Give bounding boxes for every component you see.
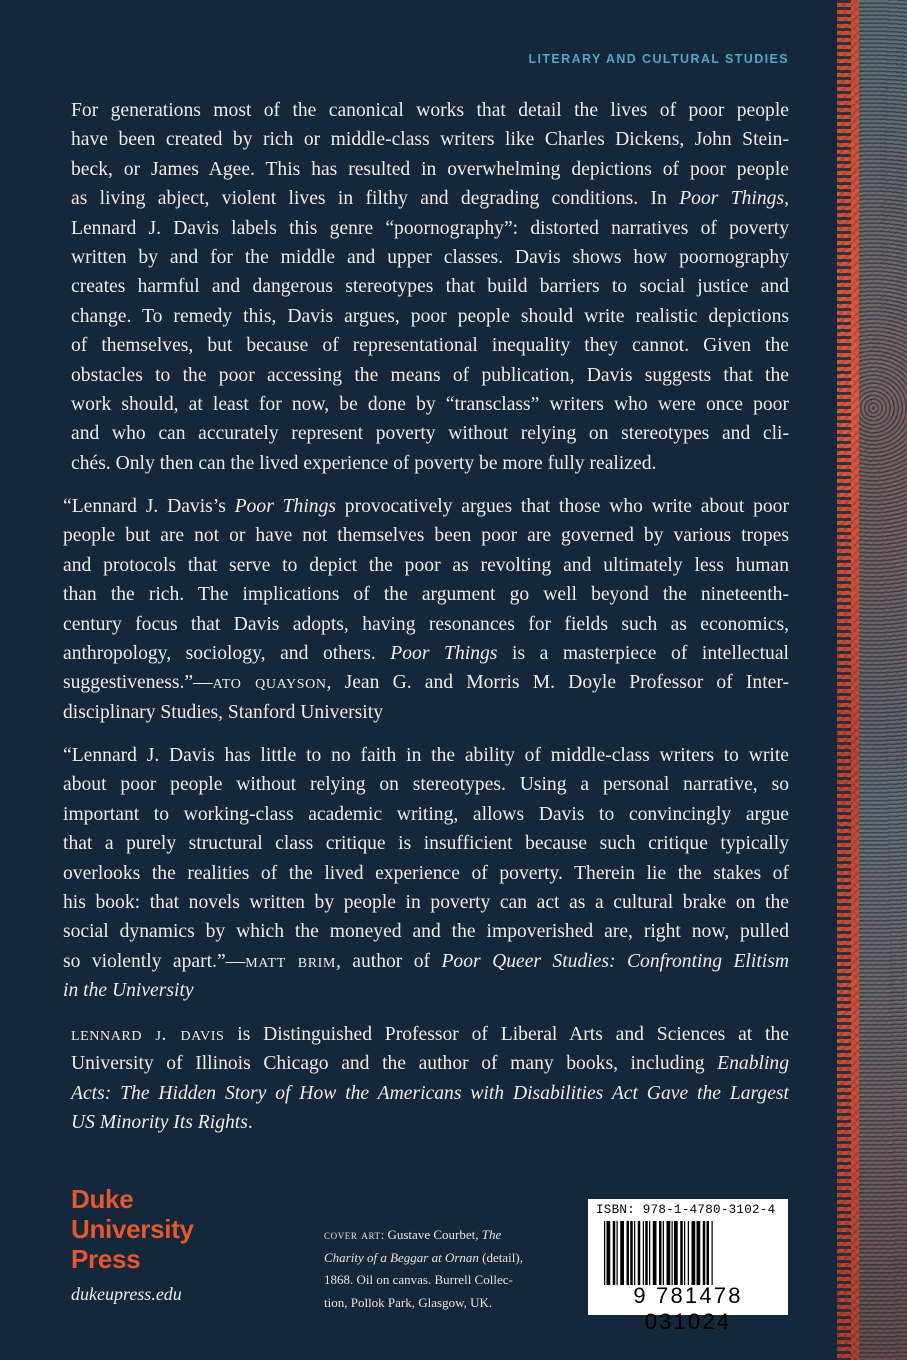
blurb-quayson: “Lennard J. Davis’s Poor Things provocatively argues that those who write about poor people but are not or have not themselves been poor are governed by various tropes and protocols that serve to depict the poor as revolting and ultimately less human than the rich. The implications of the argument go well beyond the nineteenth- century focus that Davis adopts, having resonances for fields such as economics, anthropology, sociology, and others. Poor Things is a masterpiece of intellectual suggestiveness.”—ato quayson, Jean G. and Morris M. Doyle Professor of Inter- disciplinary Studies, Stanford University — [63, 496, 790, 723]
barcode-bar — [707, 1221, 710, 1285]
blurb-brim: “Lennard J. Davis has little to no faith in the ability of middle-class writers to write about poor people without relying on stereotypes. Using a personal narrative, so important to working-class academic writing, allows Davis to convincingly argue that a purely structural class critique is insufficient because such critique typically overlooks the realities of the lived experience of poverty. Therein lie the stakes of his book: that novels written by people in poverty can act as a cultural brake on the social dynamics by which the moneyed and the impoverished are, right now, pulled so violently apart.”—matt brim, author of Poor Queer Studies: Confronting Elitism in the University — [63, 745, 789, 1002]
barcode-bar — [630, 1221, 633, 1285]
book-title: Poor Things — [234, 496, 336, 517]
barcode-bar — [620, 1221, 624, 1285]
barcode-digits: 9 781478 031024 — [633, 1283, 743, 1334]
barcode-bar — [712, 1221, 713, 1285]
barcode-bar — [663, 1221, 664, 1285]
barcode-bar — [674, 1221, 678, 1285]
publisher-logo: Duke University Press — [71, 1184, 194, 1274]
barcode-bar — [643, 1221, 644, 1285]
barcode-bar — [667, 1221, 671, 1285]
barcode-bar — [645, 1221, 648, 1285]
barcode-bar — [627, 1221, 630, 1285]
series-label: LITERARY AND CULTURAL STUDIES — [528, 52, 789, 66]
isbn-barcode — [588, 1199, 788, 1334]
book-title: Poor Things — [390, 643, 498, 665]
spine-artwork-strip — [837, 0, 907, 1360]
barcode-bar — [613, 1221, 616, 1285]
isbn-label: ISBN: 978-1-4780-3102-4 — [596, 1203, 776, 1217]
barcode-bar — [688, 1221, 689, 1285]
author-bio: lennard j. davis is Distinguished Professor of Liberal Arts and Sciences at the University of Illinois Chicago and the author of many books, including Enabling Acts: The Hidden Story of How the Americans with Disabilities Act Gave the Largest US Minority Its Rights. — [71, 1024, 789, 1134]
barcode-bars — [602, 1221, 782, 1285]
book-description: For generations most of the canonical works that detail the lives of poor people have been created by rich or middle-class writers like Charles Dickens, John Stein- beck, or James Agee. This has resulted in overwhelming depictions of poor people as living abject, violent lives in filthy and degrading conditions. In Poor Things, Lennard J. Davis labels this genre “poornography”: distorted narratives of poverty written by and for the middle and upper classes. Davis shows how poornography creates harmful and dangerous stereotypes that build barriers to social justice and change. To remedy this, Davis argues, poor people should write realistic depictions of themselves, but because of representational inequality they cannot. Given the obstacles to the poor accessing the means of publication, Davis suggests that the work should, at least for now, be done by “transclass” writers who were once poor and who can accurately represent poverty without relying on stereotypes and cli- chés. Only then can the lived experience of poverty be more fully realized. — [71, 100, 789, 474]
barcode-bar — [634, 1221, 635, 1285]
barcode-bar — [692, 1221, 696, 1285]
barcode-bar — [604, 1221, 605, 1285]
barcode-bar — [703, 1221, 706, 1285]
author-name: lennard j. davis — [71, 1024, 225, 1045]
barcode-bar — [653, 1221, 657, 1285]
barcode-bar — [659, 1221, 662, 1285]
barcode-bar — [697, 1221, 701, 1285]
cover-art-credit: cover art: Gustave Courbet, The Charity of a Beggar at Ornan (detail), 1868. Oil on canvas. Burrell Collec- tion, Pollok Park, Glasgow, UK. — [324, 1227, 523, 1310]
barcode-bar — [680, 1221, 683, 1285]
blurb-author: ato quayson — [212, 672, 327, 694]
book-title: Poor Things — [679, 188, 785, 210]
barcode-bar — [672, 1221, 673, 1285]
blurb-author: matt brim — [245, 950, 336, 972]
barcode-bar — [649, 1221, 650, 1285]
publisher-url[interactable]: dukeupress.edu — [71, 1284, 182, 1304]
barcode-bar — [684, 1221, 685, 1285]
barcode-bar — [607, 1221, 611, 1285]
barcode-bar — [638, 1221, 641, 1285]
barcode-bar — [617, 1221, 618, 1285]
